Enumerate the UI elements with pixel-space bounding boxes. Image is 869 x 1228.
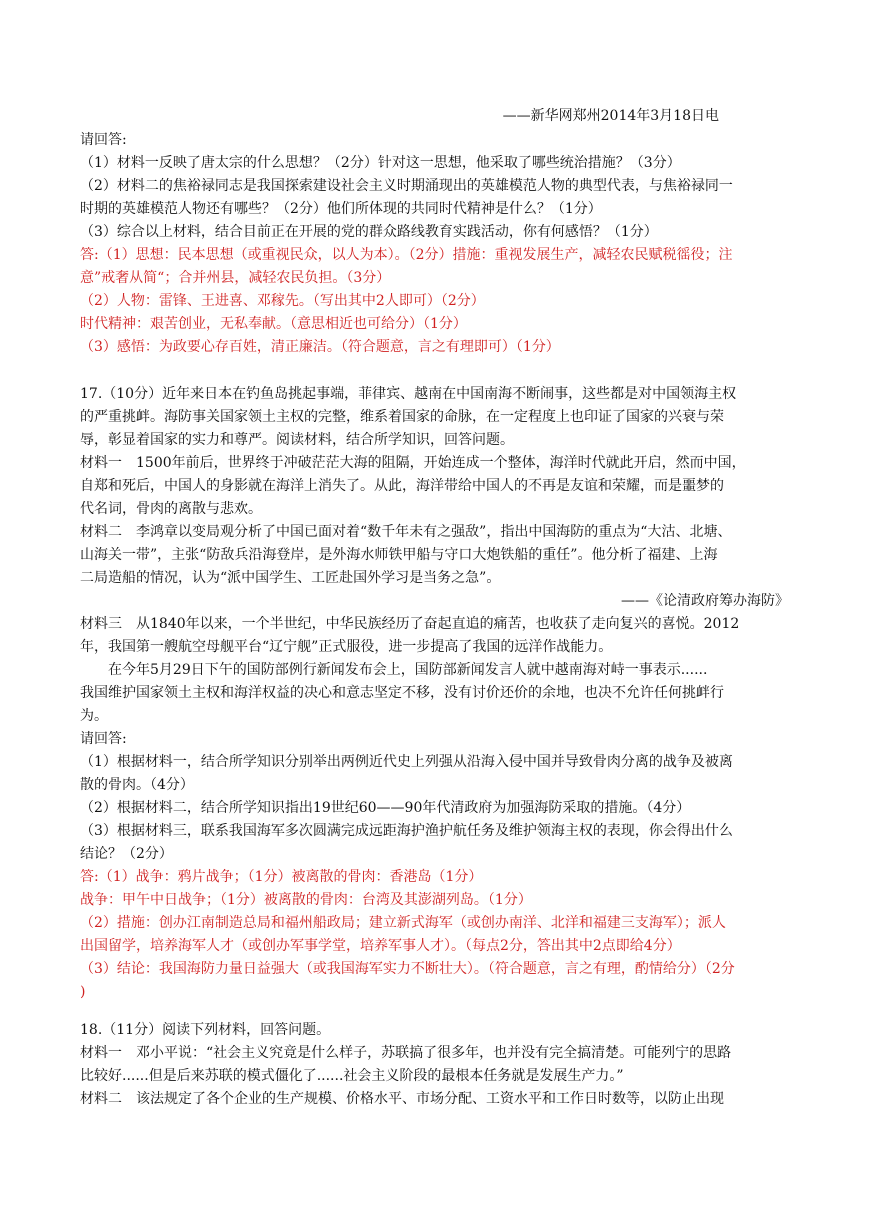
q17-material2-2: 山海关一带”，主张“防敌兵沿海登岸，是外海水师铁甲船与守口大炮铁船的重任”。他分析了福建、上海 <box>80 547 718 563</box>
q17-question-1: （1）根据材料一，结合所学知识分别举出两例近代史上列强从沿海入侵中国并导致骨肉分离的战争及被离 <box>80 754 733 770</box>
q17-material2-1: 材料二 李鸿章以变局观分析了中国已面对着“数千年未有之强敌”，指出中国海防的重点为“大沽、北塘、 <box>80 524 732 540</box>
q17-material3-1: 材料三 从1840年以来，一个半世纪，中华民族经历了奋起直追的痛苦，也收获了走向复兴的喜悦。2012 <box>80 616 740 632</box>
q17-material3-para2-2: 我国维护国家领土主权和海洋权益的决心和意志坚定不移，没有讨价还价的余地，也决不允许任何挑衅行 <box>80 685 724 701</box>
q17-question-3: （3）根据材料三，联系我国海军多次圆满完成远距海护渔护航任务及维护领海主权的表现，你会得出什么 <box>80 823 733 839</box>
q17-material3-para2-3: 为。 <box>80 708 108 724</box>
q17-material3-2: 年，我国第一艘航空母舰平台“辽宁舰”正式服役，进一步提高了我国的远洋作战能力。 <box>80 639 613 655</box>
q16-source: ——新华网郑州2014年3月18日电 <box>502 108 719 124</box>
q16-answer-2: （2）人物：雷锋、王进喜、邓稼先。（写出其中2人即可）（2分） <box>80 293 485 309</box>
q17-question-1-cont: 散的骨肉。（4分） <box>80 777 194 793</box>
q16-prompt: 请回答: <box>80 132 127 148</box>
q17-intro-3: 辱，彰显着国家的实力和尊严。阅读材料，结合所学知识，回答问题。 <box>80 432 514 448</box>
q18-material2-1: 材料二 该法规定了各个企业的生产规模、价格水平、市场分配、工资水平和工作日时数等，以防止出现 <box>80 1091 724 1107</box>
q17-material2-3: 二局造船的情况，认为“派中国学生、工匠赴国外学习是当务之急”。 <box>80 570 501 586</box>
q16-question-3: （3）综合以上材料，结合目前正在开展的党的群众路线教育实践活动，你有何感悟？（1分） <box>80 224 658 240</box>
q18-intro: 18.（11分）阅读下列材料，回答问题。 <box>80 1022 331 1038</box>
q17-material1-2: 自郑和死后，中国人的身影就在海洋上消失了。从此，海洋带给中国人的不再是友谊和荣耀，而是噩梦的 <box>80 478 724 494</box>
q18-material1-1: 材料一 邓小平说：“社会主义究竟是什么样子，苏联搞了很多年，也并没有完全搞清楚。可能列宁的思路 <box>80 1045 732 1061</box>
q17-question-2: （2）根据材料二，结合所学知识指出19世纪60——90年代清政府为加强海防采取的措施。（4分） <box>80 800 691 816</box>
q16-question-1: （1）材料一反映了唐太宗的什么思想？（2分）针对这一思想，他采取了哪些统治措施？（3分） <box>80 155 681 171</box>
q17-intro-2: 的严重挑衅。海防事关国家领土主权的完整，维系着国家的命脉，在一定程度上也印证了国家的兴衰与荣 <box>80 409 724 425</box>
q17-answer-1-cont: 战争：甲午中日战争；（1分）被离散的骨肉：台湾及其澎湖列岛。（1分） <box>80 892 532 908</box>
q17-material1-3: 代名词，骨肉的离散与悲欢。 <box>80 501 262 517</box>
q18-material1-2: 比较好......但是后来苏联的模式僵化了......社会主义阶段的最根本任务就是发展生产力。” <box>80 1068 624 1084</box>
q17-answer-3-cont: ) <box>80 984 86 1000</box>
q16-answer-1: 答:（1）思想：民本思想（或重视民众，以人为本）。（2分）措施：重视发展生产，减轻农民赋税徭役；注 <box>80 247 733 263</box>
q16-question-2: （2）材料二的焦裕禄同志是我国探索建设社会主义时期涌现出的英雄模范人物的典型代表，与焦裕禄同一 <box>80 178 733 194</box>
q17-material3-para2-1: 在今年5月29日下午的国防部例行新闻发布会上，国防部新闻发言人就中越南海对峙一事表示...... <box>108 662 708 678</box>
q16-answer-2-cont: 时代精神：艰苦创业，无私奉献。（意思相近也可给分）（1分） <box>80 316 467 332</box>
q16-question-2-cont: 时期的英雄模范人物还有哪些？（2分）他们所体现的共同时代精神是什么？（1分） <box>80 201 602 217</box>
q17-material2-source: ——《论清政府筹办海防》 <box>621 593 789 609</box>
q17-intro-1: 17.（10分）近年来日本在钓鱼岛挑起事端，菲律宾、越南在中国南海不断闹事，这些都是对中国领海主权 <box>80 386 737 402</box>
q16-answer-3: （3）感悟：为政要心存百姓，清正廉洁。（符合题意，言之有理即可）（1分） <box>80 339 560 355</box>
q17-answer-2-cont: 出国留学，培养海军人才（或创办军事学堂，培养军事人才）。（每点2分，答出其中2点即给4分） <box>80 938 681 954</box>
q17-answer-2: （2）措施：创办江南制造总局和福州船政局；建立新式海军（或创办南洋、北洋和福建三支海军）；派人 <box>80 915 726 931</box>
q17-material1-1: 材料一 1500年前后，世界终于冲破茫茫大海的阻隔，开始连成一个整体，海洋时代就此开启，然而中国， <box>80 455 746 471</box>
q16-answer-1-cont: 意”戒奢从简“；合并州县，减轻农民负担。（3分） <box>80 270 391 286</box>
q17-answer-1: 答:（1）战争：鸦片战争；（1分）被离散的骨肉：香港岛（1分） <box>80 869 483 885</box>
q17-answer-3: （3）结论：我国海防力量日益强大（或我国海军实力不断壮大）。（符合题意，言之有理，酌情给分）（2分 <box>80 961 735 977</box>
q17-prompt: 请回答: <box>80 731 127 747</box>
q17-question-3-cont: 结论？（2分） <box>80 846 173 862</box>
